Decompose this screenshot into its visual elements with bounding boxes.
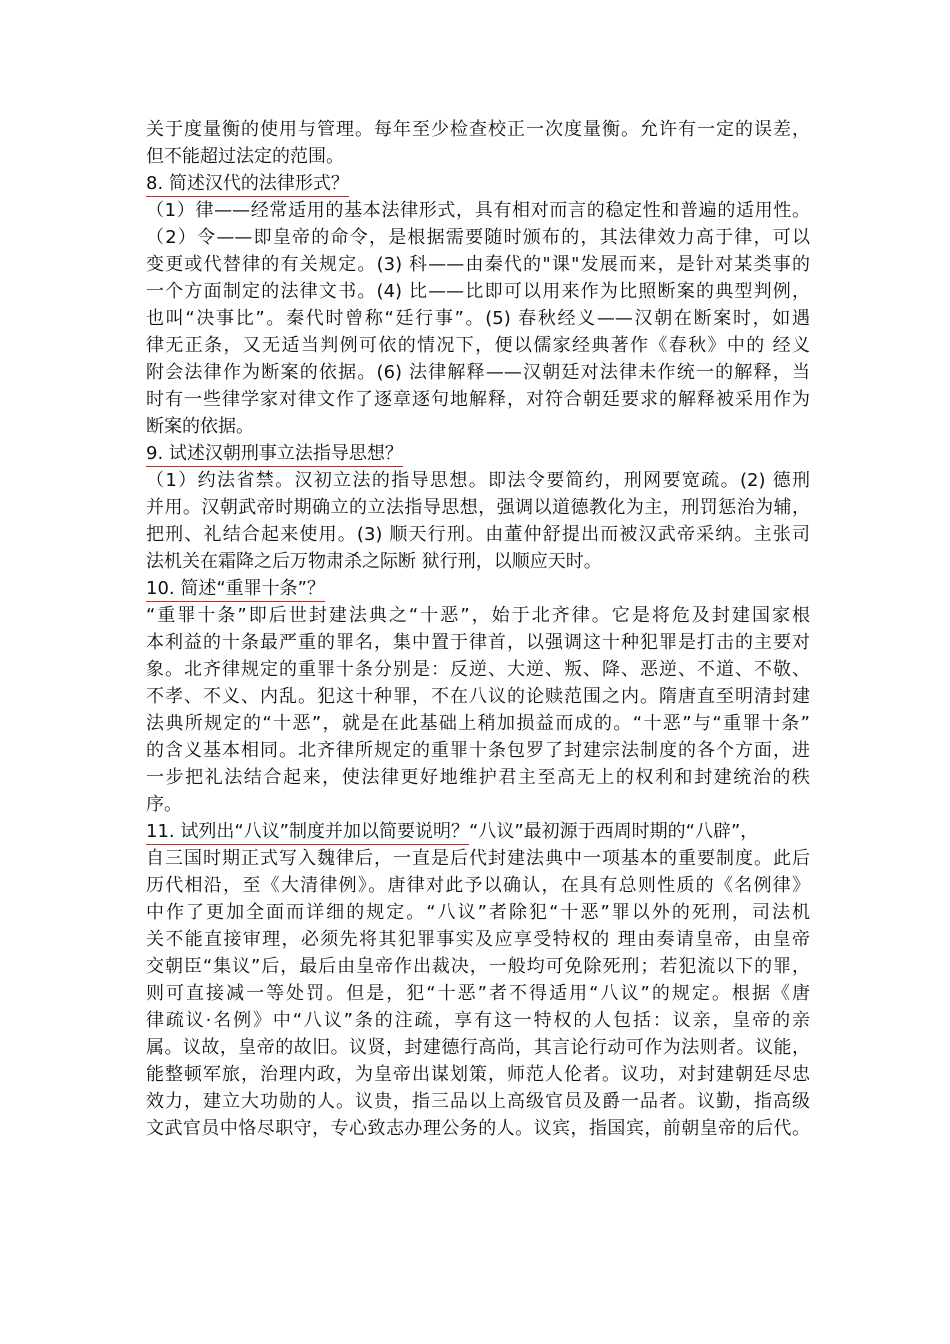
paragraph-line: 自三国时期正式写入魏律后，一直是后代封建法典中一项基本的重要制度。此后: [146, 848, 810, 869]
paragraph-line: 时有一些律学家对律文作了逐章逐句地解释，对符合朝廷要求的解释被采用作为: [146, 389, 810, 410]
paragraph-line: 中作了更加全面而详细的规定。“八议”者除犯“十恶”罪以外的死刑，司法机: [146, 902, 810, 923]
paragraph-line: 象。北齐律规定的重罪十条分别是：反逆、大逆、叛、降、恶逆、不道、不敬、: [146, 659, 810, 680]
paragraph-line: 能整顿军旅，治理内政，为皇帝出谋划策，师范人伦者。议功，对封建朝廷尽忠: [146, 1064, 810, 1085]
paragraph-line: 文武官员中恪尽职守，专心致志办理公务的人。议宾，指国宾，前朝皇帝的后代。: [146, 1118, 810, 1139]
paragraph-line: 法典所规定的“十恶”，就是在此基础上稍加损益而成的。“十恶”与“重罪十条”: [146, 713, 810, 734]
paragraph-line: 把刑、礼结合起来使用。(3) 顺天行刑。由董仲舒提出而被汉武帝采纳。主张司: [146, 524, 810, 545]
paragraph-line: 附会法律作为断案的依据。(6) 法律解释——汉朝廷对法律未作统一的解释，当: [146, 362, 810, 383]
paragraph-line: 本利益的十条最严重的罪名，集中置于律首，以强调这十种犯罪是打击的主要对: [146, 632, 810, 653]
question-title: 8. 简述汉代的法律形式？: [146, 172, 349, 197]
paragraph-line: 关不能直接审理，必须先将其犯罪事实及应享受特权的 理由奏请皇帝，由皇帝: [146, 929, 810, 950]
paragraph-line: 关于度量衡的使用与管理。每年至少检查校正一次度量衡。允许有一定的误差，: [146, 119, 810, 140]
heading-continuation: “八议”最初源于西周时期的“八辟”，: [469, 821, 759, 842]
paragraph-line: 一步把礼法结合起来，使法律更好地维护君主至高无上的权利和封建统治的秩: [146, 767, 810, 788]
paragraph-line: 但不能超过法定的范围。: [146, 146, 344, 167]
paragraph-line: 律疏议·名例》中“八议”条的注疏，享有这一特权的人包括：议亲，皇帝的亲: [146, 1010, 810, 1031]
question-heading-10: [146, 575, 810, 602]
question-title: 9. 试述汉朝刑事立法指导思想？: [146, 442, 403, 467]
paragraph-line: 也叫“决事比”。秦代时曾称“廷行事”。(5) 春秋经义——汉朝在断案时，如遇: [146, 308, 810, 329]
paragraph-line: （1）约法省禁。汉初立法的指导思想。即法令要简约，刑网要宽疏。(2) 德刑: [146, 470, 810, 491]
question-title: 11. 试列出“八议”制度并加以简要说明？: [146, 820, 469, 845]
document-page: [146, 116, 810, 1142]
paragraph-line: 交朝臣“集议”后，最后由皇帝作出裁决，一般均可免除死刑；若犯流以下的罪，: [146, 956, 810, 977]
paragraph-line: “重罪十条”即后世封建法典之“十恶”，始于北齐律。它是将危及封建国家根: [146, 605, 810, 626]
question-heading-8: [146, 170, 810, 197]
paragraph-line: （2）令——即皇帝的命令，是根据需要随时颁布的，其法律效力高于律，可以: [146, 227, 810, 248]
paragraph-line: 的含义基本相同。北齐律所规定的重罪十条包罗了封建宗法制度的各个方面，进: [146, 740, 810, 761]
paragraph-line: 效力，建立大功勋的人。议贵，指三品以上高级官员及爵一品者。议勤，指高级: [146, 1091, 810, 1112]
paragraph-line: 则可直接减一等处罚。但是，犯“十恶”者不得适用“八议”的规定。根据《唐: [146, 983, 810, 1004]
paragraph-line: 历代相沿，至《大清律例》。唐律对此予以确认，在具有总则性质的《名例律》: [146, 875, 810, 896]
question-title: 10. 简述“重罪十条”？: [146, 577, 325, 602]
paragraph-line: 一个方面制定的法律文书。(4) 比——比即可以用来作为比照断案的典型判例，: [146, 281, 810, 302]
paragraph-line: 法机关在霜降之后万物肃杀之际断 狱行刑，以顺应天时。: [146, 551, 602, 572]
paragraph-line: 断案的依据。: [146, 416, 254, 437]
question-heading-9: [146, 440, 810, 467]
paragraph-line: 律无正条，又无适当判例可依的情况下，便以儒家经典著作《春秋》中的 经义: [146, 335, 810, 356]
paragraph-line: （1）律——经常适用的基本法律形式，具有相对而言的稳定性和普遍的适用性。: [146, 200, 810, 221]
paragraph-line: 变更或代替律的有关规定。(3) 科——由秦代的"课"发展而来，是针对某类事的: [146, 254, 810, 275]
paragraph-line: 不孝、不义、内乱。犯这十种罪，不在八议的论赎范围之内。隋唐直至明清封建: [146, 686, 810, 707]
question-heading-11: [146, 818, 810, 845]
paragraph-line: 并用。汉朝武帝时期确立的立法指导思想，强调以道德教化为主，刑罚惩治为辅，: [146, 497, 810, 518]
paragraph-line: 序。: [146, 794, 182, 815]
paragraph-line: 属。议故，皇帝的故旧。议贤，封建德行高尚，其言论行动可作为法则者。议能，: [146, 1037, 810, 1058]
